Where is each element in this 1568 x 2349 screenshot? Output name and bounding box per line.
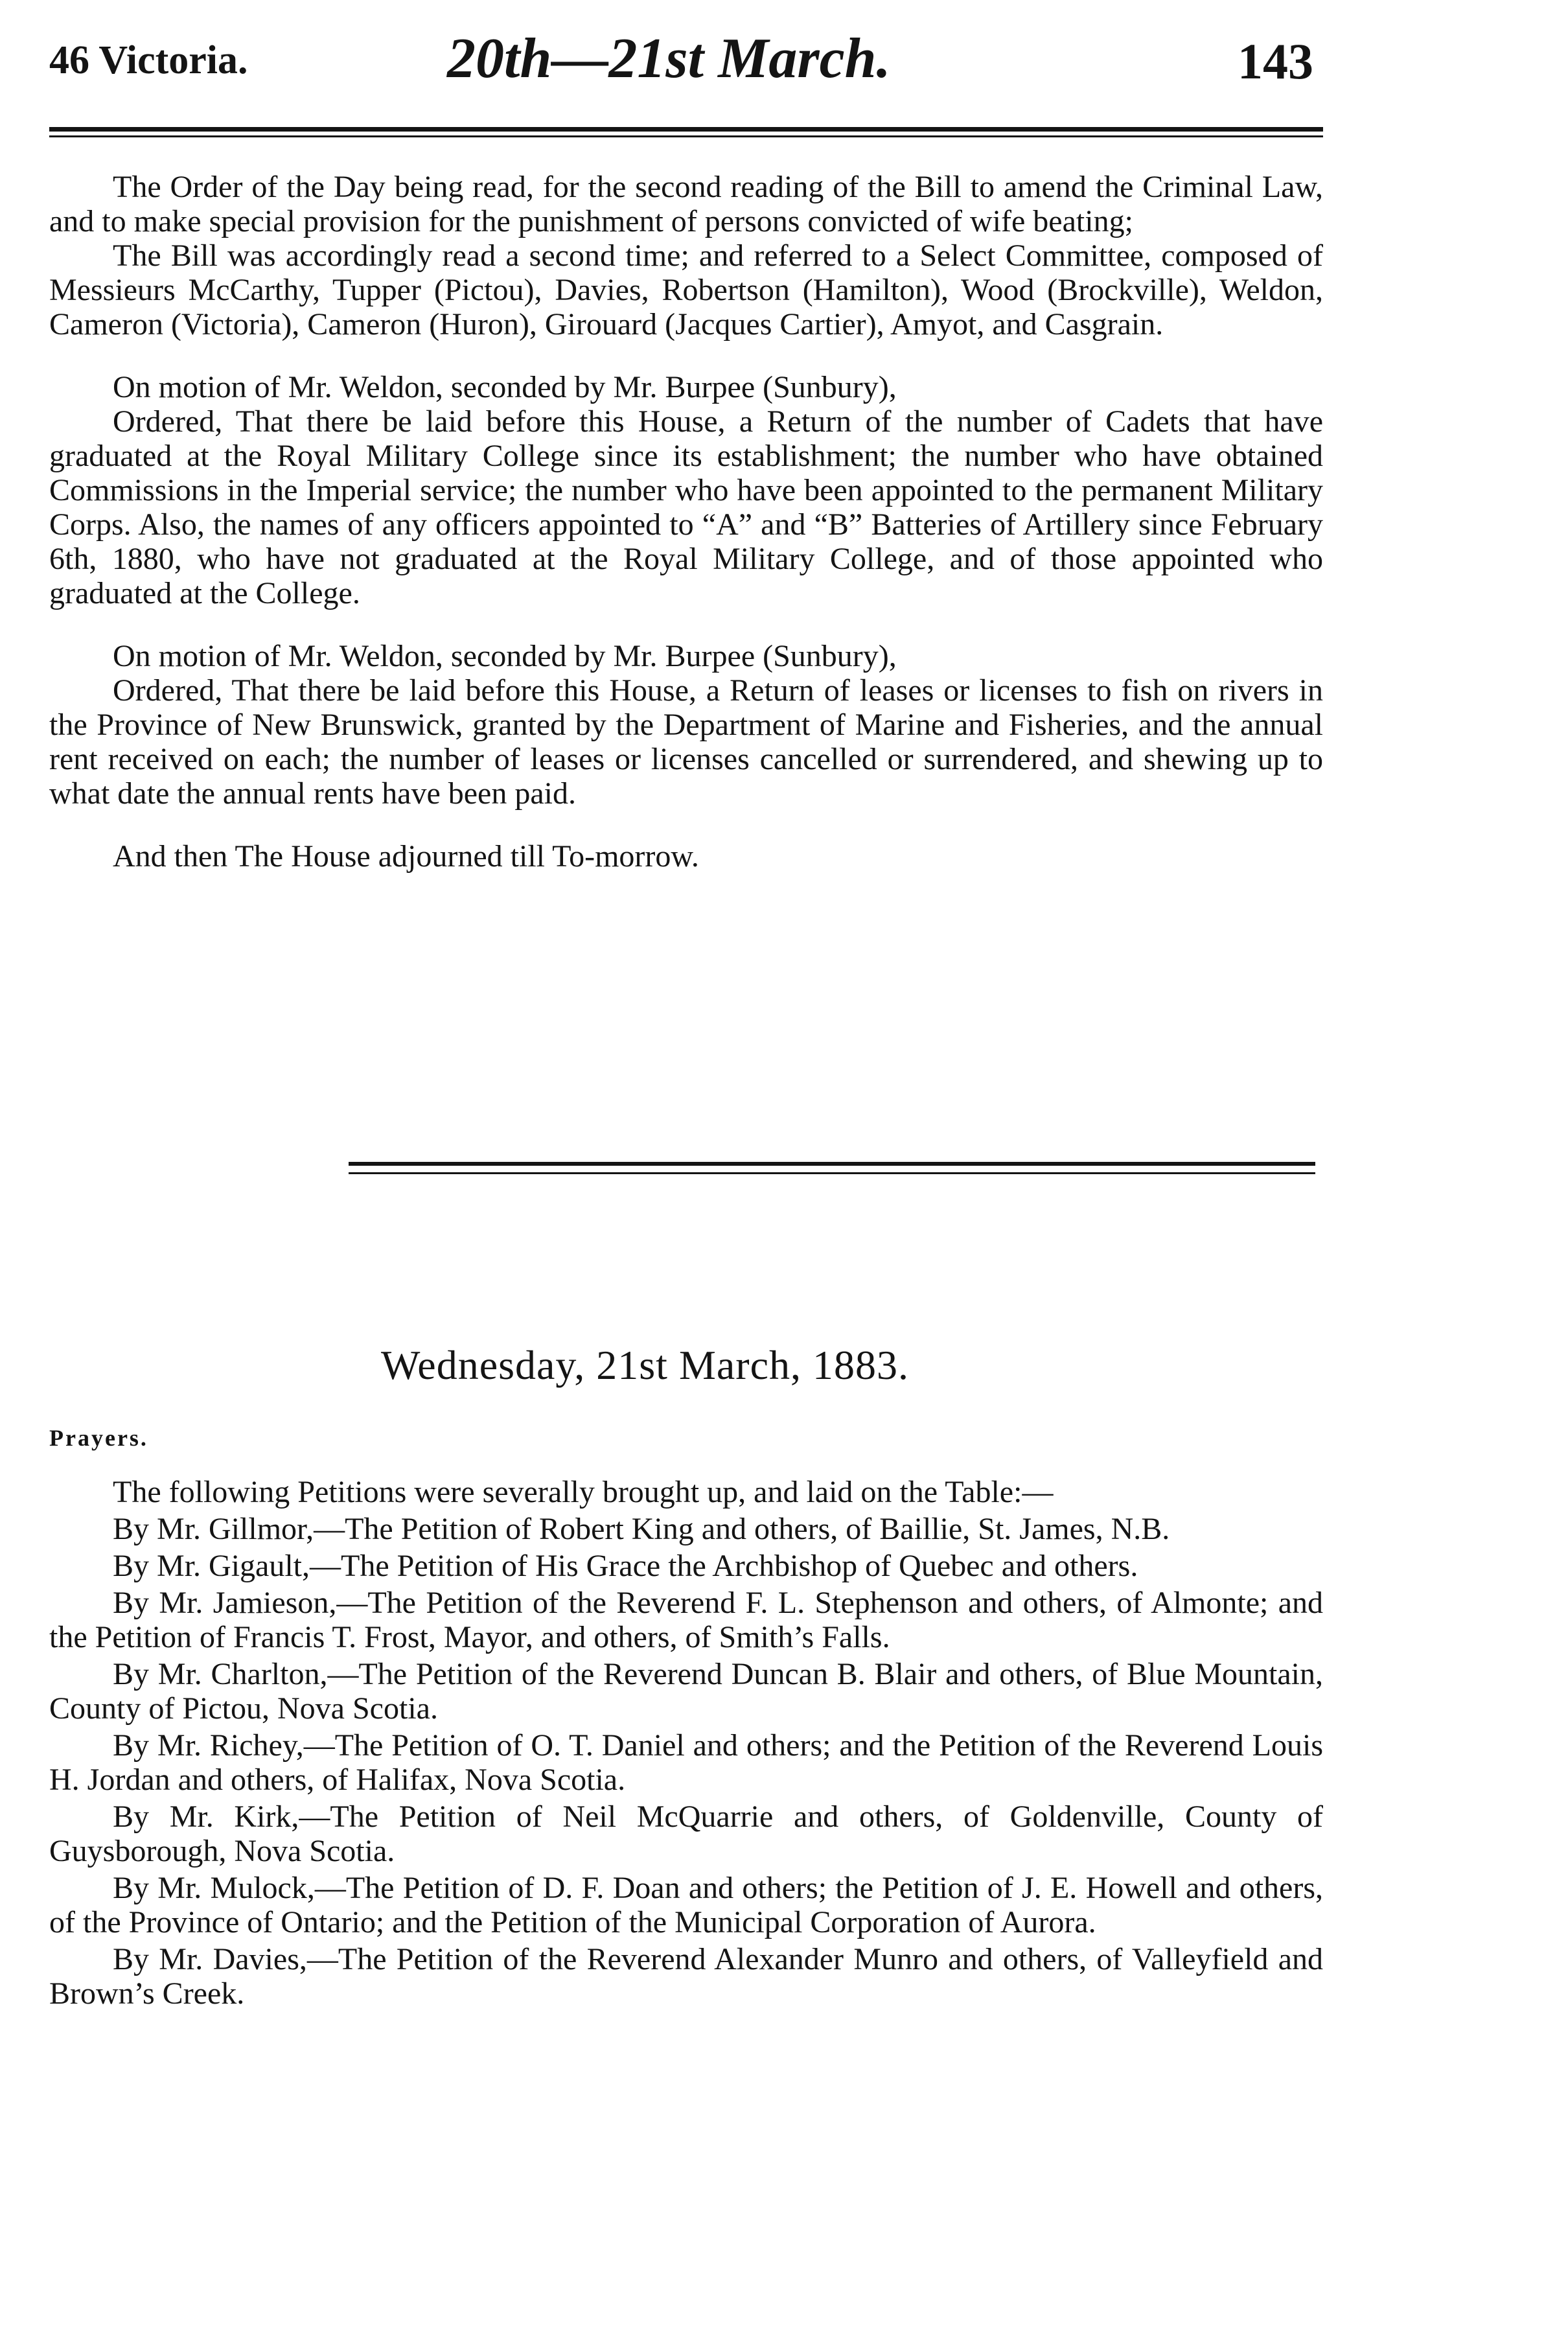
proceedings-21st-march xyxy=(49,1475,1323,2011)
motion-paragraph: On motion of Mr. Weldon, seconded by Mr. Burpee (Sunbury), xyxy=(113,370,897,404)
header-rule-thin xyxy=(49,135,1323,137)
header-rule xyxy=(49,127,1323,132)
petition-item: By Mr. Gillmor,—The Petition of Robert King and others, of Baillie, St. James, N.B. xyxy=(113,1512,1170,1546)
petition-item: By Mr. Mulock,—The Petition of D. F. Doan and others; the Petition of J. E. Howell and others, of the Province of Ontario; and the Petition of the Municipal Corporation of Aurora. xyxy=(49,1871,1323,1939)
adjournment-paragraph: And then The House adjourned till To-morrow. xyxy=(113,839,699,874)
petition-item: By Mr. Kirk,—The Petition of Neil McQuarrie and others, of Goldenville, County of Guysborough, Nova Scotia. xyxy=(49,1799,1323,1868)
section-divider-rule xyxy=(349,1162,1315,1166)
proceedings-20th-march xyxy=(49,170,1323,874)
petition-item: By Mr. Jamieson,—The Petition of the Reverend F. L. Stephenson and others, of Almonte; and the Petition of Francis T. Frost, Mayor, and others, of Smith’s Falls. xyxy=(49,1586,1323,1654)
sitting-date-heading: Wednesday, 21st March, 1883. xyxy=(381,1342,909,1388)
order-fishing-leases-paragraph: Ordered, That there be laid before this House, a Return of leases or licenses to fish on rivers in the Province of New Brunswick, granted by the Department of Marine and Fisheries, and the annual rent received on each; the number of leases or licenses cancelled or surrendered, and shewing up to what date the annual rents have been paid. xyxy=(49,673,1323,811)
petitions-intro: The following Petitions were severally brought up, and laid on the Table:— xyxy=(113,1475,1054,1509)
petition-item: By Mr. Richey,—The Petition of O. T. Daniel and others; and the Petition of the Reverend Louis H. Jordan and others, of Halifax, Nova Scotia. xyxy=(49,1728,1323,1797)
date-range-title: 20th—21st March. xyxy=(447,27,891,90)
bill-referral-paragraph: The Bill was accordingly read a second time; and referred to a Select Committee, composed of Messieurs McCarthy, Tupper (Pictou), Davies, Robertson (Hamilton), Wood (Brockville), Weldon, Cameron (Victoria), Cameron (Huron), Girouard (Jacques Cartier), Amyot, and Casgrain. xyxy=(49,238,1323,341)
page-number: 143 xyxy=(1238,33,1313,89)
section-divider-rule-thin xyxy=(349,1172,1315,1174)
petition-item: By Mr. Charlton,—The Petition of the Reverend Duncan B. Blair and others, of Blue Mountain, County of Pictou, Nova Scotia. xyxy=(49,1657,1323,1726)
petition-item: By Mr. Davies,—The Petition of the Reverend Alexander Munro and others, of Valleyfield and Brown’s Creek. xyxy=(49,1942,1323,2011)
order-cadets-return-paragraph: Ordered, That there be laid before this House, a Return of the number of Cadets that have graduated at the Royal Military College since its establishment; the number who have obtained Commissions in the Imperial service; the number who have been appointed to the permanent Military Corps. Also, the names of any officers appointed to “A” and “B” Batteries of Artillery since February 6th, 1880, who have not graduated at the Royal Military College, and of those appointed who graduated at the College. xyxy=(49,404,1323,610)
motion-paragraph: On motion of Mr. Weldon, seconded by Mr. Burpee (Sunbury), xyxy=(113,639,897,673)
petition-item: By Mr. Gigault,—The Petition of His Grace the Archbishop of Quebec and others. xyxy=(113,1549,1138,1583)
volume-label: 46 Victoria. xyxy=(49,38,248,82)
order-of-day-paragraph: The Order of the Day being read, for the second reading of the Bill to amend the Criminal Law, and to make special provision for the punishment of persons convicted of wife beating; xyxy=(49,170,1323,238)
prayers-label: Prayers. xyxy=(49,1425,148,1451)
